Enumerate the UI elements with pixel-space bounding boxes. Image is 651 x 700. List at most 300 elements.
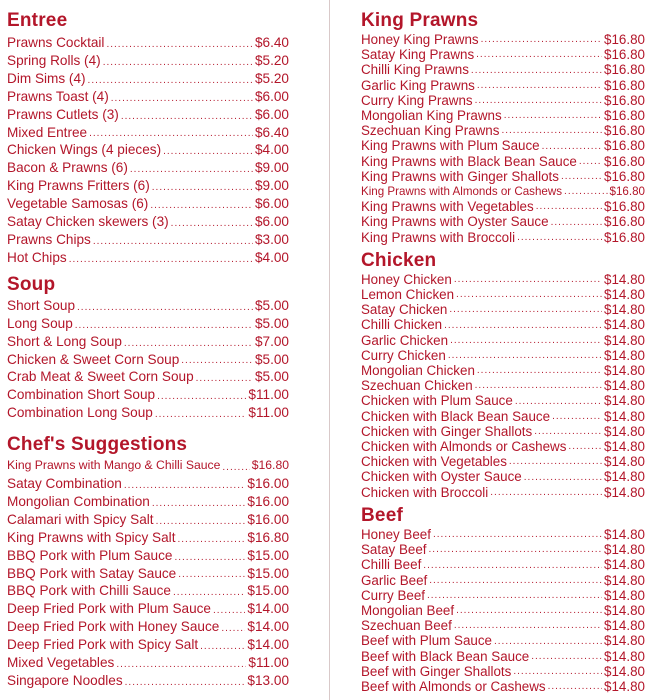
menu-item-name: Prawns Cocktail (7, 35, 105, 50)
menu-item-price: $16.80 (604, 153, 645, 169)
menu-item (7, 213, 289, 231)
entree-list (7, 34, 289, 267)
menu-item (361, 485, 645, 500)
menu-item-price: $7.00 (254, 333, 289, 349)
dot-leader (454, 619, 602, 633)
left-column (7, 0, 289, 690)
menu-item-price: $14.80 (604, 378, 645, 394)
menu-item-name: Combination Long Soup (7, 405, 153, 421)
dot-leader (476, 48, 602, 62)
menu-item-name: Satay Combination (7, 476, 122, 492)
dot-leader (423, 559, 602, 573)
dot-leader (152, 497, 246, 511)
menu-item-name: Chicken with Ginger Shallots (361, 423, 533, 439)
menu-item-name: Chilli King Prawns (361, 62, 469, 78)
dot-leader (213, 604, 245, 618)
menu-item-price: $15.00 (247, 565, 289, 581)
dot-leader (477, 79, 602, 93)
menu-item-price: $16.80 (251, 458, 289, 473)
menu-item-name: Chicken Wings (4 pieces) (7, 142, 162, 158)
dot-leader (579, 155, 602, 169)
menu-item (361, 378, 645, 393)
menu-item-price: $14.80 (604, 317, 645, 333)
menu-item-price: $14.00 (247, 601, 289, 617)
menu-item-name: BBQ Pork with Satay Sauce (7, 565, 177, 581)
menu-item (7, 582, 289, 600)
menu-item-name: King Prawns with Vegetables (361, 199, 534, 215)
menu-item-name: Mongolian King Prawns (361, 108, 502, 124)
menu-item-price: $16.80 (604, 92, 645, 108)
menu-item (7, 600, 289, 618)
section-chicken (361, 249, 645, 500)
menu-item-name: Garlic Beef (361, 572, 428, 588)
menu-item-price: $9.00 (254, 160, 289, 176)
menu-item (7, 88, 289, 106)
dot-leader (433, 528, 602, 542)
menu-item (361, 573, 645, 588)
menu-item (361, 47, 645, 62)
menu-item (361, 633, 645, 648)
menu-item (361, 424, 645, 439)
menu-item-name: BBQ Pork with Plum Sauce (7, 547, 173, 563)
menu-item-price: $6.40 (254, 124, 289, 140)
menu-item (7, 52, 289, 70)
menu-item (7, 457, 289, 475)
menu-item (7, 404, 289, 422)
menu-item-name: Deep Fried Pork with Plum Sauce (7, 601, 211, 617)
section-title-soup: Soup (7, 273, 56, 295)
dot-leader (513, 665, 602, 679)
menu-item-price: $14.80 (604, 347, 645, 363)
menu-item (7, 654, 289, 672)
menu-item-price: $14.80 (604, 302, 645, 318)
menu-item-price: $9.00 (254, 178, 289, 194)
menu-item-price: $14.00 (247, 619, 289, 635)
dot-leader (475, 379, 602, 393)
menu-item (361, 618, 645, 633)
menu-item-price: $14.80 (604, 287, 645, 303)
menu-item-name: Vegetable Samosas (6) (7, 196, 149, 212)
menu-item-name: Deep Fried Pork with Honey Sauce (7, 619, 220, 635)
menu-item (7, 159, 289, 177)
dot-leader (163, 145, 253, 159)
dot-leader (501, 124, 602, 138)
dot-leader (471, 64, 602, 78)
menu-item (7, 475, 289, 493)
section-title-beef: Beef (361, 504, 403, 526)
menu-item (361, 272, 645, 287)
menu-item-price: $16.80 (247, 529, 289, 545)
dot-leader (504, 109, 602, 123)
menu-item-name: Chicken & Sweet Corn Soup (7, 351, 180, 367)
menu-item (361, 199, 645, 214)
menu-item (361, 439, 645, 454)
menu-item-price: $14.80 (604, 332, 645, 348)
menu-item (7, 315, 289, 333)
menu-item-name: Garlic Chicken (361, 332, 449, 348)
dot-leader (196, 372, 253, 386)
dot-leader (548, 680, 602, 694)
dot-leader (448, 349, 602, 363)
dot-leader (427, 589, 602, 603)
menu-item-price: $16.80 (604, 199, 645, 215)
section-title-chicken: Chicken (361, 249, 437, 271)
dot-leader (536, 200, 602, 214)
chicken-list (361, 272, 645, 500)
menu-item-price: $16.80 (604, 214, 645, 230)
menu-item (7, 177, 289, 195)
dot-leader (531, 650, 602, 664)
menu-item-name: Satay Chicken (361, 302, 448, 318)
menu-item-name: Prawns Chips (7, 231, 91, 247)
menu-item-name: King Prawns with Oyster Sauce (361, 214, 549, 230)
menu-item-price: $16.00 (247, 511, 289, 527)
menu-item-price: $14.80 (604, 526, 645, 542)
dot-leader (200, 640, 245, 654)
menu-item-price: $15.00 (247, 583, 289, 599)
soup-list (7, 297, 289, 422)
menu-item (361, 664, 645, 679)
dot-leader (181, 354, 253, 368)
menu-item-price: $14.80 (604, 484, 645, 500)
menu-item (7, 386, 289, 404)
menu-item-price: $14.80 (604, 439, 645, 455)
column-divider (329, 0, 330, 700)
menu-item-price: $14.80 (604, 363, 645, 379)
dot-leader (106, 38, 253, 52)
menu-item-name: Combination Short Soup (7, 387, 156, 403)
menu-item-name: Spring Rolls (4) (7, 52, 101, 68)
dot-leader (515, 395, 602, 409)
menu-item-name: Prawns Cutlets (3) (7, 106, 119, 122)
chefs-list (7, 457, 289, 690)
dot-leader (568, 440, 602, 454)
dot-leader (93, 235, 253, 249)
menu-item (361, 348, 645, 363)
menu-item-price: $3.00 (254, 231, 289, 247)
menu-item (361, 679, 645, 694)
dot-leader (124, 479, 246, 493)
menu-item (361, 138, 645, 153)
menu-item-name: Satay Beef (361, 542, 427, 558)
menu-item-price: $5.20 (254, 52, 289, 68)
menu-item-price: $6.00 (254, 88, 289, 104)
menu-item (7, 124, 289, 142)
menu-item (7, 141, 289, 159)
menu-item (361, 363, 645, 378)
menu-item-name: Chicken with Almonds or Cashews (361, 439, 567, 455)
menu-item-price: $4.00 (254, 142, 289, 158)
dot-leader (157, 390, 246, 404)
dot-leader (564, 185, 607, 199)
menu-item-price: $16.00 (247, 493, 289, 509)
dot-leader (69, 253, 253, 267)
menu-item-price: $14.80 (604, 633, 645, 649)
dot-leader (150, 199, 253, 213)
menu-item (361, 154, 645, 169)
menu-item-name: Chicken with Vegetables (361, 454, 507, 470)
section-entree (7, 9, 289, 267)
menu-item (361, 649, 645, 664)
menu-item-name: Chicken with Black Bean Sauce (361, 408, 551, 424)
menu-item-price: $14.80 (604, 469, 645, 485)
menu-item (361, 230, 645, 245)
dot-leader (75, 319, 253, 333)
dot-leader (552, 410, 602, 424)
menu-item-name: Honey Chicken (361, 271, 452, 287)
menu-item-name: Beef with Black Bean Sauce (361, 648, 530, 664)
dot-leader (88, 74, 253, 88)
dot-leader (121, 110, 253, 124)
menu-item-name: Satay Chicken skewers (3) (7, 214, 169, 230)
menu-item (7, 106, 289, 124)
menu-item-name: Szechuan King Prawns (361, 123, 500, 139)
section-soup (7, 273, 289, 422)
menu-item (7, 511, 289, 529)
menu-item-price: $4.00 (254, 249, 289, 265)
dot-leader (124, 337, 253, 351)
menu-item-name: Short Soup (7, 297, 76, 313)
menu-item-name: Szechuan Chicken (361, 378, 473, 394)
menu-item-name: Hot Chips (7, 249, 67, 265)
dot-leader (116, 658, 246, 672)
menu-item-name: Beef with Almonds or Cashews (361, 678, 546, 694)
menu-item (361, 317, 645, 332)
menu-item (361, 287, 645, 302)
dot-leader (444, 319, 602, 333)
menu-item-price: $5.00 (254, 315, 289, 331)
menu-item-name: Mixed Entree (7, 124, 88, 140)
menu-item-name: Chicken with Oyster Sauce (361, 469, 522, 485)
menu-item-name: King Prawns with Almonds or Cashews (361, 185, 563, 199)
dot-leader (551, 216, 602, 230)
dot-leader (429, 574, 602, 588)
menu-item-price: $16.80 (604, 123, 645, 139)
menu-item-name: Lemon Chicken (361, 287, 455, 303)
menu-item-name: Calamari with Spicy Salt (7, 511, 154, 527)
dot-leader (475, 94, 602, 108)
dot-leader (494, 635, 602, 649)
dot-leader (517, 231, 602, 245)
menu-item-price: $14.80 (604, 572, 645, 588)
menu-item-price: $14.80 (604, 663, 645, 679)
section-king-prawns (361, 9, 645, 245)
menu-item-name: Deep Fried Pork with Spicy Salt (7, 637, 199, 653)
menu-item-name: Curry Chicken (361, 347, 446, 363)
menu-item-price: $16.80 (604, 77, 645, 93)
menu-item (7, 34, 289, 52)
menu-item-price: $16.80 (609, 185, 645, 199)
menu-item-name: Mongolian Chicken (361, 363, 475, 379)
menu-item-price: $16.80 (604, 62, 645, 78)
menu-item-name: Curry King Prawns (361, 92, 473, 108)
dot-leader (456, 288, 602, 302)
menu-item (361, 93, 645, 108)
menu-item (7, 297, 289, 315)
menu-item (7, 672, 289, 690)
menu-item-name: King Prawns with Plum Sauce (361, 138, 540, 154)
menu-item-name: Short & Long Soup (7, 333, 122, 349)
menu-item-name: Honey Beef (361, 526, 431, 542)
section-chefs-suggestions (7, 433, 289, 690)
menu-item-name: King Prawns with Spicy Salt (7, 529, 176, 545)
menu-item-price: $14.80 (604, 423, 645, 439)
dot-leader (481, 33, 602, 47)
menu-item-name: King Prawns with Black Bean Sauce (361, 153, 577, 169)
dot-leader (429, 543, 603, 557)
king-prawns-list (361, 32, 645, 245)
menu-item-price: $14.80 (604, 602, 645, 618)
dot-leader (221, 622, 245, 636)
dot-leader (77, 301, 253, 315)
dot-leader (222, 461, 249, 475)
menu-item-name: King Prawns Fritters (6) (7, 178, 150, 194)
menu-item-name: King Prawns with Ginger Shallots (361, 168, 559, 184)
menu-item-name: BBQ Pork with Chilli Sauce (7, 583, 171, 599)
dot-leader (89, 127, 253, 141)
menu-item-price: $11.00 (248, 655, 289, 671)
menu-item-name: Beef with Ginger Shallots (361, 663, 512, 679)
dot-leader (174, 551, 245, 565)
section-title-entree: Entree (7, 10, 68, 31)
menu-item (7, 195, 289, 213)
menu-item-name: King Prawns with Broccoli (361, 229, 516, 245)
menu-item-price: $5.00 (254, 297, 289, 313)
menu-item (7, 493, 289, 511)
menu-item-name: Mixed Vegetables (7, 655, 115, 671)
menu-item-price: $16.00 (247, 476, 289, 492)
dot-leader (524, 471, 602, 485)
menu-item-price: $16.80 (604, 229, 645, 245)
dot-leader (561, 170, 602, 184)
menu-item-price: $11.00 (248, 405, 289, 421)
menu-item-name: Crab Meat & Sweet Corn Soup (7, 369, 194, 385)
menu-item (361, 32, 645, 47)
menu-item (361, 454, 645, 469)
menu-item-price: $16.80 (604, 168, 645, 184)
dot-leader (152, 181, 253, 195)
menu-item-name: Szechuan Beef (361, 618, 452, 634)
menu-item-price: $13.00 (247, 673, 289, 688)
menu-item (7, 351, 289, 369)
menu-item-price: $14.80 (604, 648, 645, 664)
dot-leader (173, 586, 245, 600)
section-title-king-prawns: King Prawns (361, 10, 479, 31)
menu-item-name: Beef with Plum Sauce (361, 633, 492, 649)
menu-item-price: $6.40 (254, 35, 289, 50)
right-column (361, 0, 645, 694)
dot-leader (103, 56, 253, 70)
menu-item-name: Garlic King Prawns (361, 77, 475, 93)
menu-item (361, 603, 645, 618)
menu-item-price: $5.00 (254, 351, 289, 367)
dot-leader (490, 486, 602, 500)
menu-item (361, 169, 645, 184)
menu-item-name: Chilli Chicken (361, 317, 443, 333)
menu-item-price: $5.20 (254, 70, 289, 86)
menu-item (361, 557, 645, 572)
menu-item (361, 393, 645, 408)
menu-item (361, 78, 645, 93)
menu-item-name: Satay King Prawns (361, 47, 475, 63)
menu-item (7, 249, 289, 267)
menu-item (7, 547, 289, 565)
menu-item-price: $14.80 (604, 542, 645, 558)
menu-item (7, 618, 289, 636)
dot-leader (156, 515, 246, 529)
menu-item (361, 333, 645, 348)
menu-item (361, 527, 645, 542)
menu-item-price: $6.00 (254, 106, 289, 122)
menu-item-name: Long Soup (7, 315, 73, 331)
menu-item (361, 123, 645, 138)
dot-leader (454, 273, 602, 287)
menu-item (361, 108, 645, 123)
dot-leader (449, 303, 602, 317)
menu-item-price: $14.80 (604, 408, 645, 424)
menu-item-name: King Prawns with Mango & Chilli Sauce (7, 458, 221, 473)
menu-item (7, 529, 289, 547)
menu-item (361, 469, 645, 484)
menu-item (7, 231, 289, 249)
menu-item-price: $14.80 (604, 678, 645, 694)
menu-item (361, 302, 645, 317)
menu-item (361, 409, 645, 424)
dot-leader (155, 408, 247, 422)
menu-item-price: $14.00 (247, 637, 289, 653)
menu-item-name: Dim Sims (4) (7, 70, 86, 86)
dot-leader (111, 92, 253, 106)
menu-item-price: $14.80 (604, 271, 645, 287)
menu-item (7, 70, 289, 88)
menu-item (7, 368, 289, 386)
beef-list (361, 527, 645, 694)
menu-item (7, 565, 289, 583)
menu-item-price: $15.00 (247, 547, 289, 563)
menu-item-price: $14.80 (604, 587, 645, 603)
menu-item-name: Mongolian Beef (361, 602, 455, 618)
menu-item-name: Curry Beef (361, 587, 425, 603)
menu-item-price: $6.00 (254, 196, 289, 212)
menu-item-price: $5.00 (254, 369, 289, 385)
menu-item-name: Honey King Prawns (361, 32, 479, 47)
menu-item (361, 214, 645, 229)
menu-item-name: Singapore Noodles (7, 673, 123, 688)
menu-item-price: $14.80 (604, 454, 645, 470)
menu-item (361, 62, 645, 77)
menu-item-price: $16.80 (604, 47, 645, 63)
dot-leader (534, 425, 602, 439)
menu-item-name: Chicken with Broccoli (361, 484, 489, 500)
dot-leader (477, 364, 602, 378)
menu-item-price: $16.80 (604, 138, 645, 154)
menu-item-price: $16.80 (604, 108, 645, 124)
menu-item (361, 588, 645, 603)
dot-leader (456, 604, 602, 618)
dot-leader (125, 676, 246, 690)
menu-item-price: $14.80 (604, 557, 645, 573)
menu-item-name: Chilli Beef (361, 557, 422, 573)
menu-item (361, 184, 645, 199)
section-beef (361, 504, 645, 694)
menu-item-name: Bacon & Prawns (6) (7, 160, 128, 176)
section-title-chefs-suggestions: Chef's Suggestions (7, 434, 188, 456)
menu-item-price: $6.00 (254, 214, 289, 230)
dot-leader (450, 334, 602, 348)
menu-item-name: Chicken with Plum Sauce (361, 393, 513, 409)
dot-leader (542, 140, 602, 154)
dot-leader (130, 163, 253, 177)
